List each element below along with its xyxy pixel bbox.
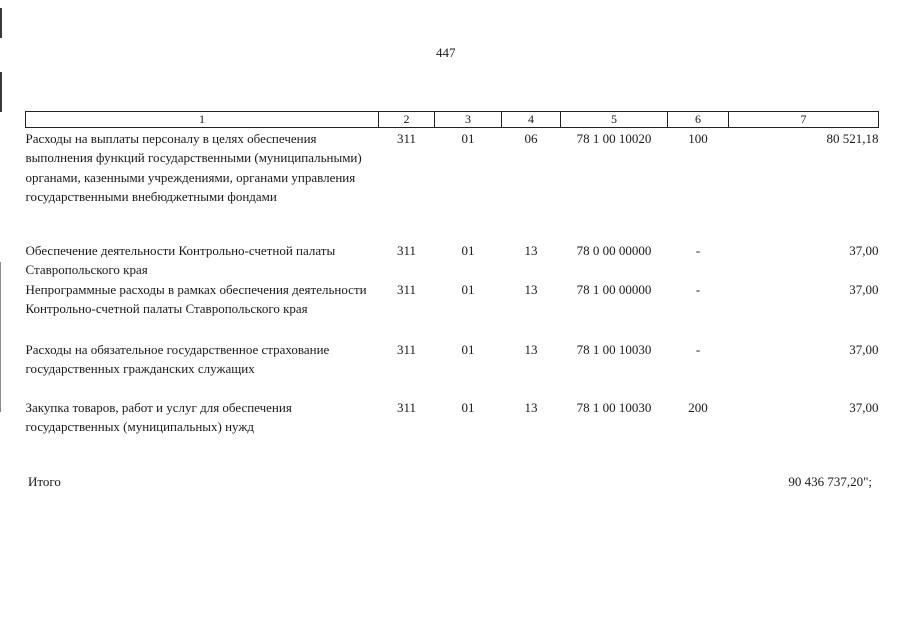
expense-type-code: 100 <box>688 131 708 146</box>
ministry-code: 311 <box>396 400 417 415</box>
amount: 37,00 <box>849 400 879 415</box>
target-item-code: 78 0 00 00000 <box>576 243 652 258</box>
total-amount: 90 436 737,20"; <box>788 474 872 489</box>
ministry-code: 311 <box>396 342 417 357</box>
column-header: 4 <box>502 112 561 128</box>
table-row <box>26 398 879 458</box>
target-item-code: 78 1 00 00000 <box>576 282 652 297</box>
amount: 37,00 <box>849 282 879 297</box>
expense-type-code: - <box>695 243 701 258</box>
table-row <box>26 280 879 340</box>
amount: 37,00 <box>849 243 879 258</box>
column-header: 5 <box>561 112 668 128</box>
expense-type-code: - <box>695 282 701 297</box>
table-row <box>26 241 879 280</box>
column-header: 7 <box>729 112 879 128</box>
subsection-code: 13 <box>524 342 538 357</box>
section-code: 01 <box>461 243 475 258</box>
subsection-code: 13 <box>524 282 538 297</box>
column-header: 6 <box>668 112 729 128</box>
column-header: 3 <box>435 112 502 128</box>
row-description: Расходы на выплаты персоналу в целях обеспечения выполнения функций государственными (муниципальными) органами, казенными учреждениями, органами управления государственными внебюджетными фондами <box>25 131 362 204</box>
target-item-code: 78 1 00 10030 <box>576 342 652 357</box>
table-row <box>26 128 879 242</box>
table-row <box>26 340 879 398</box>
scan-edge-mark-middle <box>0 72 2 112</box>
column-header: 2 <box>379 112 435 128</box>
target-item-code: 78 1 00 10030 <box>576 400 652 415</box>
ministry-code: 311 <box>396 282 417 297</box>
row-description: Расходы на обязательное государственное страхование государственных гражданских служащих <box>25 342 330 377</box>
section-code: 01 <box>461 282 475 297</box>
subsection-code: 06 <box>524 131 538 146</box>
ministry-code: 311 <box>396 243 417 258</box>
expense-type-code: 200 <box>688 400 708 415</box>
row-description: Закупка товаров, работ и услуг для обеспечения государственных (муниципальных) нужд <box>25 400 292 435</box>
subsection-code: 13 <box>524 243 538 258</box>
scan-edge-mark-lower <box>0 262 1 412</box>
page-number: 447 <box>436 45 456 60</box>
total-label: Итого <box>28 474 61 489</box>
budget-table <box>25 111 879 458</box>
amount: 80 521,18 <box>826 131 879 146</box>
column-header: 1 <box>26 112 379 128</box>
scan-edge-mark-top <box>0 8 2 38</box>
section-code: 01 <box>461 131 475 146</box>
section-code: 01 <box>461 342 475 357</box>
table-header-row <box>26 112 879 128</box>
amount: 37,00 <box>849 342 879 357</box>
section-code: 01 <box>461 400 475 415</box>
row-description: Обеспечение деятельности Контрольно-счетной палаты Ставропольского края <box>25 243 336 278</box>
target-item-code: 78 1 00 10020 <box>576 131 652 146</box>
expense-type-code: - <box>695 342 701 357</box>
row-description: Непрограммные расходы в рамках обеспечения деятельности Контрольно-счетной палаты Ставропольского края <box>25 282 367 317</box>
ministry-code: 311 <box>396 131 417 146</box>
subsection-code: 13 <box>524 400 538 415</box>
